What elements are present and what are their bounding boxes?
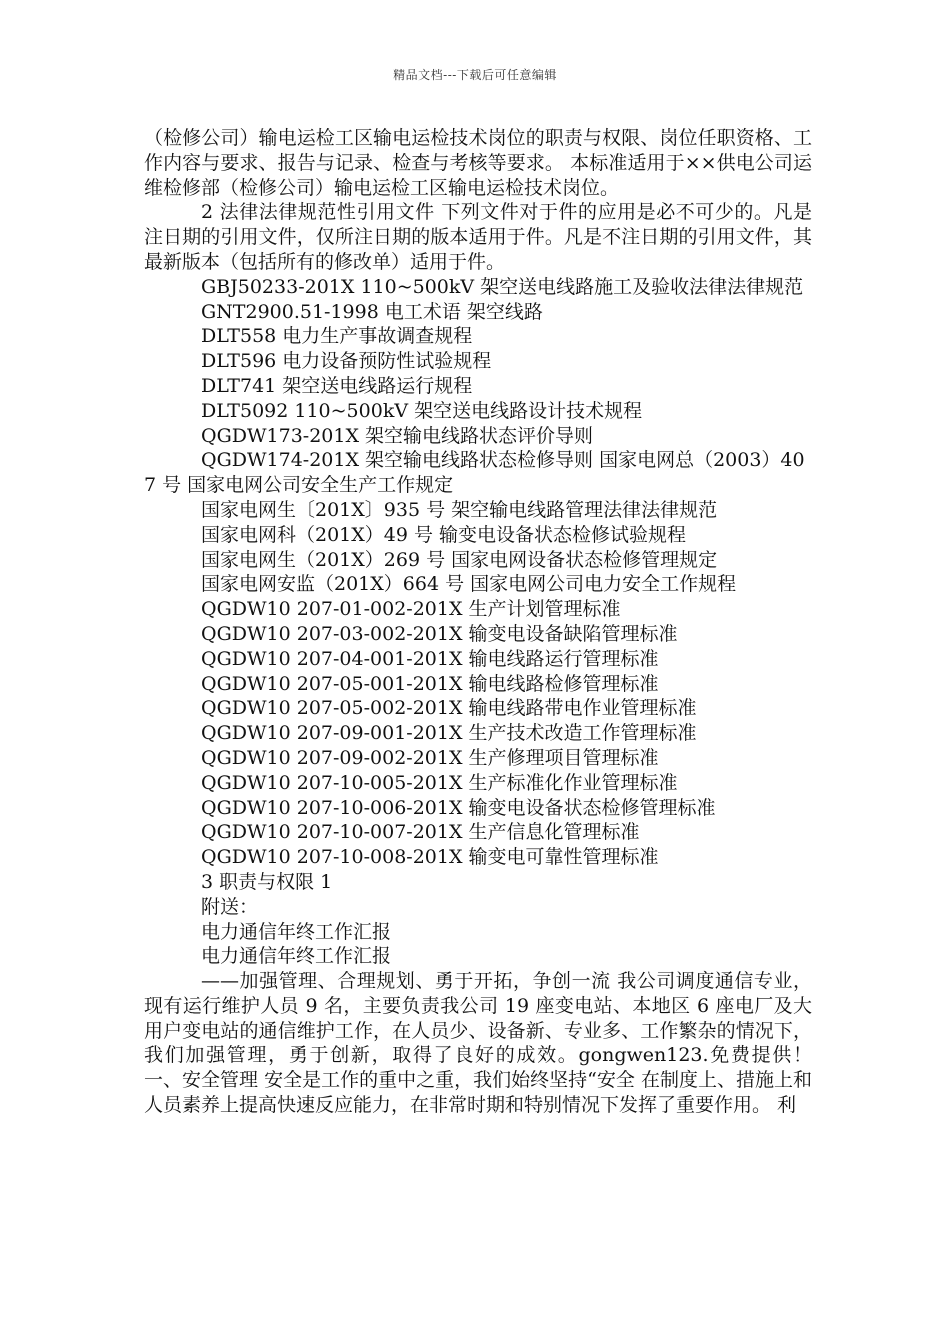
reference-item: GBJ50233-201X 110~500kV 架空送电线路施工及验收法律法律规范 (201, 275, 804, 298)
reference-list (144, 275, 812, 870)
reference-item: DLT596 电力设备预防性试验规程 (201, 350, 492, 373)
reference-item: 国家电网生（201X）269 号 国家电网设备状态检修管理规定 (201, 548, 718, 571)
reference-item: QGDW10 207-01-002-201X 生产计划管理标准 (201, 598, 621, 621)
reference-item: DLT558 电力生产事故调查规程 (201, 325, 473, 348)
reference-item: DLT741 架空送电线路运行规程 (201, 374, 473, 397)
reference-item: QGDW10 207-09-001-201X 生产技术改造工作管理标准 (201, 722, 697, 745)
reference-item: QGDW10 207-10-008-201X 输变电可靠性管理标准 (201, 846, 659, 869)
section-3-heading: 3 职责与权限 1 (201, 870, 333, 893)
report-title: 电力通信年终工作汇报 (201, 920, 392, 943)
closing-paragraph: ——加强管理、合理规划、勇于开拓，争创一流 我公司调度通信专业，现有运行维护人员 9 名，主要负责我公司 19 座变电站、本地区 6 座电厂及大用户变电站的通信维护工作，在人员少、设备新、专业多、工作繁杂的情况下，我们加强管理，勇于创新，取得了良好的成效。gongwen123.免费提供！ 一、安全管理 安全是工作的重中之重，我们始终坚持“安全 在制度上、措施上和人员素养上提高快速反应能力，在非常时期和特别情况下发挥了重要作用。 利 (144, 970, 812, 1117)
report-title-repeat: 电力通信年终工作汇报 (201, 945, 392, 968)
reference-item: QGDW10 207-10-007-201X 生产信息化管理标准 (201, 821, 640, 844)
reference-item: 国家电网安监（201X）664 号 国家电网公司电力安全工作规程 (201, 573, 737, 596)
reference-item: DLT5092 110~500kV 架空送电线路设计技术规程 (201, 399, 643, 422)
reference-item: QGDW10 207-04-001-201X 输电线路运行管理标准 (201, 647, 659, 670)
reference-item: QGDW10 207-09-002-201X 生产修理项目管理标准 (201, 746, 659, 769)
reference-item: GNT2900.51-1998 电工术语 架空线路 (201, 300, 543, 323)
section-2-paragraph: 2 法律法律规范性引用文件 下列文件对于件的应用是必不可少的。凡是注日期的引用文件，仅所注日期的版本适用于件。凡是不注日期的引用文件，其最新版本（包括所有的修改单）适用于件。 (144, 201, 812, 273)
attachment-label: 附送： (201, 895, 259, 918)
document-body (144, 126, 812, 1118)
reference-item: 国家电网生〔201X〕935 号 架空输电线路管理法律法律规范 (201, 498, 718, 521)
reference-item: QGDW174-201X 架空输电线路状态检修导则 国家电网总（2003）407 号 国家电网公司安全生产工作规定 (144, 449, 805, 497)
reference-item: QGDW10 207-10-006-201X 输变电设备状态检修管理标准 (201, 796, 716, 819)
intro-paragraph: （检修公司）输电运检工区输电运检技术岗位的职责与权限、岗位任职资格、工作内容与要求、报告与记录、检查与考核等要求。 本标准适用于××供电公司运维检修部（检修公司）输电运检工区输电运检技术岗位。 (144, 127, 812, 199)
reference-item: QGDW10 207-05-002-201X 输电线路带电作业管理标准 (201, 697, 697, 720)
reference-item: QGDW10 207-10-005-201X 生产标准化作业管理标准 (201, 771, 678, 794)
reference-item: 国家电网科（201X）49 号 输变电设备状态检修试验规程 (201, 523, 687, 546)
page-header: 精品文档---下载后可任意编辑 (393, 68, 557, 82)
reference-item: QGDW173-201X 架空输电线路状态评价导则 (201, 424, 594, 447)
reference-item: QGDW10 207-03-002-201X 输变电设备缺陷管理标准 (201, 622, 678, 645)
reference-item: QGDW10 207-05-001-201X 输电线路检修管理标准 (201, 672, 659, 695)
